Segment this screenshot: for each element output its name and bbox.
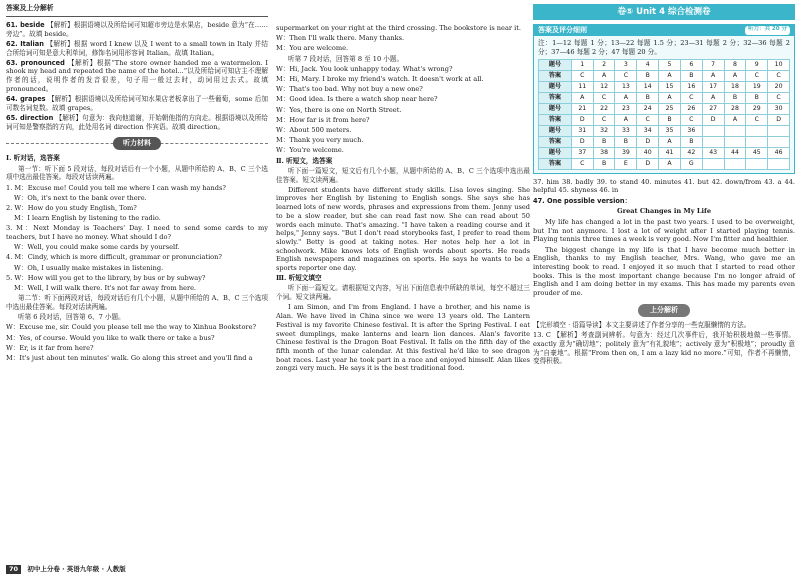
answer-table-cell: A xyxy=(659,92,681,103)
answer-table-header-cell: 题号 xyxy=(539,103,572,114)
answer-table-header-cell: 题号 xyxy=(539,81,572,92)
left-column xyxy=(6,0,268,364)
answer-table-cell: A xyxy=(659,158,681,169)
explanation-number: 65. direction xyxy=(6,114,56,122)
answer-table-cell: D xyxy=(637,136,659,147)
middle-column xyxy=(276,24,530,375)
transcript-line: W：Then I'll walk there. Many thanks. xyxy=(276,34,405,43)
transcript-line: 5. W：How will you get to the library, by bus or by subway? xyxy=(6,273,206,282)
transcript-line: 1. M：Excuse me! Could you tell me where I can wash my hands? xyxy=(6,183,226,192)
answer-table-row xyxy=(539,59,790,70)
answer-box-tag: 听力：共 20 分 xyxy=(745,26,790,35)
transcript-line: W：Er, is it far from here? xyxy=(6,343,94,352)
answer-table-cell xyxy=(724,158,746,169)
answer-table-header-cell: 答案 xyxy=(539,114,572,125)
answer-table-cell: 13 xyxy=(615,81,637,92)
answer-table-cell: C xyxy=(637,114,659,125)
explanation-item xyxy=(6,59,268,94)
listening-banner-label: 听力材料 xyxy=(113,137,161,150)
answer-table-cell xyxy=(702,158,724,169)
answer-table-cell: A xyxy=(659,70,681,81)
answer-table-header-cell: 题号 xyxy=(539,59,572,70)
explanation-text: 【解析】根据语境以及所给词可知超市旁边是水果店，beside 意为“在……旁边”。故填 beside。 xyxy=(6,20,268,38)
explanation-number: 61. beside xyxy=(6,20,48,29)
answer-table-row xyxy=(539,103,790,114)
answer-table-row xyxy=(539,158,790,169)
answer-table-cell: C xyxy=(593,92,615,103)
analysis-banner xyxy=(533,304,795,317)
transcript-line: 第一节：听下面 5 段对话，每段对话后有一个小题，从题中所给的 A、B、C 三个选项中选出最佳答案。每段对话读两遍。 xyxy=(6,164,268,182)
transcript-line: 听第 6 段对话，回答第 6、7 小题。 xyxy=(18,313,125,322)
answer-table-cell xyxy=(746,136,768,147)
answer-table-cell: A xyxy=(593,70,615,81)
transcript-line: W：Oh, I usually make mistakes in listening. xyxy=(14,263,164,272)
page-number: 70 xyxy=(6,565,21,574)
explanation-number: 62. Italian xyxy=(6,39,47,48)
transcript-line: Ⅲ. 听短文填空 xyxy=(276,274,322,283)
answer-table-cell xyxy=(724,125,746,136)
transcript-line: W：That's too bad. Why not buy a new one? xyxy=(276,85,423,94)
answer-table-cell: A xyxy=(615,92,637,103)
answer-table-cell: B xyxy=(615,136,637,147)
answer-explanations xyxy=(6,21,268,131)
essay-label: 47. One possible version： xyxy=(533,196,632,205)
answer-table-cell: 3 xyxy=(615,59,637,70)
answer-table-cell: B xyxy=(746,92,768,103)
explanation-text: 【解析】根据“The store owner handed me a watermelon. I shook my head and repeated the name of the hotel...”以及所给词可知店主不理解作者的话，说明作者的发音很差，句子用一般过去时，动词用过去式。故填 pronounced。 xyxy=(6,58,269,93)
answer-table-header-cell: 答案 xyxy=(539,136,572,147)
answer-table-cell: D xyxy=(571,136,593,147)
answer-table-cell: 11 xyxy=(571,81,593,92)
page-header: 答案及上分解析 xyxy=(6,0,268,17)
answer-table-cell: 26 xyxy=(680,103,702,114)
answer-table-cell: 33 xyxy=(615,125,637,136)
answer-box-header xyxy=(534,25,794,36)
answer-table-cell: 23 xyxy=(615,103,637,114)
answer-box xyxy=(533,24,795,174)
answer-box-title: 答案及评分细则 xyxy=(538,26,587,34)
answer-table-cell xyxy=(724,136,746,147)
analysis-body xyxy=(533,321,795,366)
answer-table-row xyxy=(539,136,790,147)
answer-table-cell: 10 xyxy=(768,59,790,70)
transcript-line: Ⅰ. 听对话，选答案 xyxy=(6,154,60,163)
transcript-line: W：About 500 meters. xyxy=(276,126,352,135)
answer-table-cell: 25 xyxy=(659,103,681,114)
answer-table xyxy=(538,59,790,170)
analysis-line: 13. C 【解析】考查副词辨析。句意为：经过几次事件后，我开始积极地做一些事情。exactly 意为“确切地”；politely 意为“有礼貌地”；actively 意为“积极地”；proudly 意为“自豪地”。根据“From then on, I am a lazy kid no more.”可知，作者不再懒惰，变得积极。 xyxy=(533,331,795,366)
answer-table-cell: B xyxy=(637,70,659,81)
answer-table-cell: B xyxy=(680,136,702,147)
answer-table-cell: 36 xyxy=(680,125,702,136)
answer-table-cell: B xyxy=(593,158,615,169)
transcript-line: W：Yes, there is one on North Street. xyxy=(276,105,402,114)
answer-table-cell: A xyxy=(571,92,593,103)
transcript-line: W：Oh, it's next to the bank over there. xyxy=(14,193,147,202)
explanation-text: 【解析】句意为：我向他道谢，开始朝他指的方向走。根据语境以及所给词可知是警察指的方向，此处用名词 direction 作宾语。故填 direction。 xyxy=(6,114,269,131)
answer-table-cell: C xyxy=(593,114,615,125)
transcript-line: 3. M：Next Monday is Teachers' Day. I need to send some cards to my teachers, but I have no money. What should I do? xyxy=(6,224,268,242)
answer-table-cell: 42 xyxy=(680,147,702,158)
transcript-line: W：You're welcome. xyxy=(276,146,344,155)
answer-table-cell: 18 xyxy=(724,81,746,92)
answer-table-cell: 24 xyxy=(637,103,659,114)
answer-table-row xyxy=(539,92,790,103)
transcript-line: 听下面一篇短文，短文后有几个小题，从题中所给的 A、B、C 三个选项中选出最佳答案。短文读两遍。 xyxy=(276,166,530,184)
answer-table-cell: B xyxy=(659,114,681,125)
answer-table-cell: C xyxy=(680,114,702,125)
answer-table-cell: 39 xyxy=(615,147,637,158)
answer-table-header-cell: 答案 xyxy=(539,158,572,169)
answer-table-cell: 7 xyxy=(702,59,724,70)
transcript-line: 2. W：How do you study English, Tom? xyxy=(6,203,137,212)
explanation-item xyxy=(6,114,268,131)
answer-table-cell: 38 xyxy=(593,147,615,158)
transcript-line: M：It's just about ten minutes' walk. Go along this street and you'll find a xyxy=(6,353,253,362)
transcript-line: M：Thank you very much. xyxy=(276,136,364,145)
answer-table-cell: B xyxy=(724,92,746,103)
explanation-item xyxy=(6,21,268,38)
answer-table-cell: 45 xyxy=(746,147,768,158)
answer-table-cell: 35 xyxy=(659,125,681,136)
transcript-line: M：Good idea. Is there a watch shop near here? xyxy=(276,95,438,104)
answer-table-cell: B xyxy=(637,92,659,103)
answer-table-cell: C xyxy=(746,114,768,125)
transcript-line: Different students have different study skills. Lisa loves singing. She improves her English by listening to English songs. She says she has learned lots of new words, phrases and expressions from them. Jenny used to be a slow reader, but she can read fast now. She can read about 50 words each minute. That's amazing. "I have taken a reading course and it helps," Jenny says. "But I don't read storybooks fast, I prefer to read them slowly." Betty is good at taking notes. Her notes help her a lot in schoolwork. Mike knows lots of English words about sports. He reads English newspapers and magazines on sports. He says he wants to be a sports reporter one day. xyxy=(276,185,530,273)
answer-table-cell: 30 xyxy=(768,103,790,114)
answer-table-cell: A xyxy=(659,136,681,147)
answer-table-row xyxy=(539,125,790,136)
answer-table-cell: C xyxy=(571,158,593,169)
answer-table-cell: 9 xyxy=(746,59,768,70)
explanation-item xyxy=(6,40,268,57)
transcript-line: 听下面一篇短文。请根据短文内容，写出下面信息表中所缺的单词，每空不超过三个词。短文读两遍。 xyxy=(276,284,530,302)
footer-text: 初中上分卷 · 英语九年级 · 人教版 xyxy=(27,565,126,574)
answer-table-cell: 6 xyxy=(680,59,702,70)
answer-table-cell: A xyxy=(724,70,746,81)
answer-table-cell: G xyxy=(680,158,702,169)
transcript-line: W：Excuse me, sir. Could you please tell me the way to Xinhua Bookstore? xyxy=(6,323,257,332)
answer-table-row xyxy=(539,147,790,158)
answer-table-header-cell: 答案 xyxy=(539,70,572,81)
answer-table-cell xyxy=(746,125,768,136)
answer-table-cell: 5 xyxy=(659,59,681,70)
answer-table-cell: 20 xyxy=(768,81,790,92)
answer-table-cell xyxy=(768,136,790,147)
transcript-line: M：Hi, Mary. I broke my friend's watch. It doesn't work at all. xyxy=(276,75,484,84)
answer-table-cell: D xyxy=(637,158,659,169)
transcript-line: M：Well, I will walk there. It's not far away from here. xyxy=(14,284,197,293)
answer-table-cell: 34 xyxy=(637,125,659,136)
answer-table-cell: E xyxy=(615,158,637,169)
answer-table-cell: 2 xyxy=(593,59,615,70)
answer-table-header-cell: 题号 xyxy=(539,125,572,136)
answer-table-cell: B xyxy=(593,136,615,147)
transcript-line: 第二节：听下面两段对话，每段对话后有几个小题，从题中所给的 A、B、C 三个选项中选出最佳答案。每段对话读两遍。 xyxy=(6,294,268,311)
answer-table-row xyxy=(539,114,790,125)
answer-table-cell: C xyxy=(680,92,702,103)
answer-table-cell: 16 xyxy=(680,81,702,92)
answer-table-cell: D xyxy=(571,114,593,125)
transcript-line: W：Well, you could make some cards by yourself. xyxy=(14,243,180,252)
listening-banner xyxy=(6,136,268,150)
answer-table-cell: 40 xyxy=(637,147,659,158)
answer-table-cell: D xyxy=(768,114,790,125)
transcript-line: Ⅱ. 听短文，选答案 xyxy=(276,156,333,165)
answer-table-cell xyxy=(702,136,724,147)
explanation-number: 64. grapes xyxy=(6,95,48,104)
answer-table-cell: 32 xyxy=(593,125,615,136)
transcript-line: M：I learn English by listening to the radio. xyxy=(14,214,161,223)
transcript-line: 4. M：Cindy, which is more difficult, grammar or pronunciation? xyxy=(6,253,222,262)
answer-table-cell: 43 xyxy=(702,147,724,158)
answer-table-cell: 29 xyxy=(746,103,768,114)
page-footer xyxy=(6,565,126,574)
answer-table-cell: 19 xyxy=(746,81,768,92)
transcript-line: 听第 7 段对话，回答第 8 至 10 小题。 xyxy=(288,54,404,63)
answer-table-cell: 8 xyxy=(724,59,746,70)
answer-table-cell: 27 xyxy=(702,103,724,114)
answer-table-cell: 22 xyxy=(593,103,615,114)
answer-table-cell: 17 xyxy=(702,81,724,92)
analysis-line: 【完形填空 · 语篇导读】本文主要讲述了作者分享的一些克服懒惰的方法。 xyxy=(533,321,751,330)
answer-table-cell xyxy=(768,125,790,136)
answer-table-cell: A xyxy=(702,70,724,81)
explanation-number: 63. pronounced xyxy=(6,58,68,67)
listening-transcript xyxy=(6,154,268,362)
answer-table-header-cell: 答案 xyxy=(539,92,572,103)
transcript-line: I am Simon, and I'm from England. I have a brother, and his name is Alan. We have lived in China since we were 13 years old. The Lantern Festival is my favorite Chinese festival. It is after the Spring Festival. I eat sweet dumplings, make lanterns and learn lion dances. Alan's favorite Chinese festival is the Dragon Boat Festival. It falls on the fifth day of the fifth month of the lunar calendar. At this festival he'd like to see dragon boat races. Last year he took part in a race and enjoyed himself. Alan likes zongzi very much. He says it is the best traditional food. xyxy=(276,303,530,373)
essay-title: Great Changes in My Life xyxy=(616,207,712,216)
listening-transcript-continued xyxy=(276,24,530,373)
explanation-text: 【解析】根据 word I knew 以及 I went to a small town in Italy 并结合所给词可知是意大利单词，修饰名词用形容词 Italian。故填 Italian。 xyxy=(6,39,268,57)
explanation-item xyxy=(6,95,268,112)
transcript-line: M：How far is it from here? xyxy=(276,115,370,124)
answer-table-row xyxy=(539,70,790,81)
answer-table-cell: 37 xyxy=(571,147,593,158)
answer-table-cell: C xyxy=(746,70,768,81)
answer-table-cell: C xyxy=(571,70,593,81)
answer-table-cell: 14 xyxy=(637,81,659,92)
answer-table-cell: D xyxy=(702,114,724,125)
blank-answers: 37. him 38. badly 39. to stand 40. minutes 41. but 42. down/from 43. a 44. helpful 45. shyness 46. in xyxy=(533,177,795,195)
answer-table-cell: B xyxy=(680,70,702,81)
transcript-line: M：You are welcome. xyxy=(276,44,349,53)
essay-paragraph: My life has changed a lot in the past two years. I used to be overweight, but I'm not anymore. I lost a lot of weight after I started playing tennis. Playing tennis three times a week is very good. Now I'm fitter and healthier. xyxy=(533,217,795,244)
answer-table-cell: C xyxy=(615,70,637,81)
right-column xyxy=(533,24,795,368)
answer-table-cell: 31 xyxy=(571,125,593,136)
answer-table-cell: 15 xyxy=(659,81,681,92)
essay-body xyxy=(533,218,795,298)
transcript-line: supermarket on your right at the third crossing. The bookstore is near it. xyxy=(276,24,521,32)
essay-paragraph: The biggest change in my life is that I have become much better in English, thanks to my English teacher, Mrs. Wang, who gave me an interesting book to read. I enjoyed it so much that I started to read other books. This is the most important change because I'm no longer afraid of English and I am doing better in my exams. This has made my parents even prouder of me. xyxy=(533,245,795,298)
score-note: 注：1—12 每题 1 分；13—22 每题 1.5 分；23—31 每题 2 分；32—36 每题 2 分；37—46 每题 2 分；47 每题 20 分。 xyxy=(538,39,790,56)
transcript-line: W：Hi, Jack. You look unhappy today. What's wrong? xyxy=(276,64,453,73)
answer-table-cell xyxy=(702,125,724,136)
answer-table-cell: 1 xyxy=(571,59,593,70)
transcript-line: M：Yes, of course. Would you like to walk there or take a bus? xyxy=(6,333,215,342)
answer-table-cell xyxy=(768,158,790,169)
answer-table-cell: A xyxy=(615,114,637,125)
answer-table-cell: 44 xyxy=(724,147,746,158)
answer-table-cell: A xyxy=(702,92,724,103)
answer-table-cell xyxy=(746,158,768,169)
answer-table-row xyxy=(539,81,790,92)
answer-table-cell: C xyxy=(768,92,790,103)
explanation-text: 【解析】根据语境以及所给词可知水果店老板拿出了一些葡萄，some 后加可数名词复数。故填 grapes。 xyxy=(6,95,268,112)
answer-table-cell: A xyxy=(724,114,746,125)
answer-table-cell: 41 xyxy=(659,147,681,158)
answer-table-cell: 12 xyxy=(593,81,615,92)
answer-table-cell: 4 xyxy=(637,59,659,70)
analysis-banner-label: 上分解析 xyxy=(638,304,690,317)
answer-table-cell: C xyxy=(768,70,790,81)
answer-table-cell: 28 xyxy=(724,103,746,114)
answer-table-cell: 21 xyxy=(571,103,593,114)
answer-table-header-cell: 题号 xyxy=(539,147,572,158)
test-title: 卷⑤ Unit 4 综合检测卷 xyxy=(533,4,795,20)
answer-table-cell: 46 xyxy=(768,147,790,158)
